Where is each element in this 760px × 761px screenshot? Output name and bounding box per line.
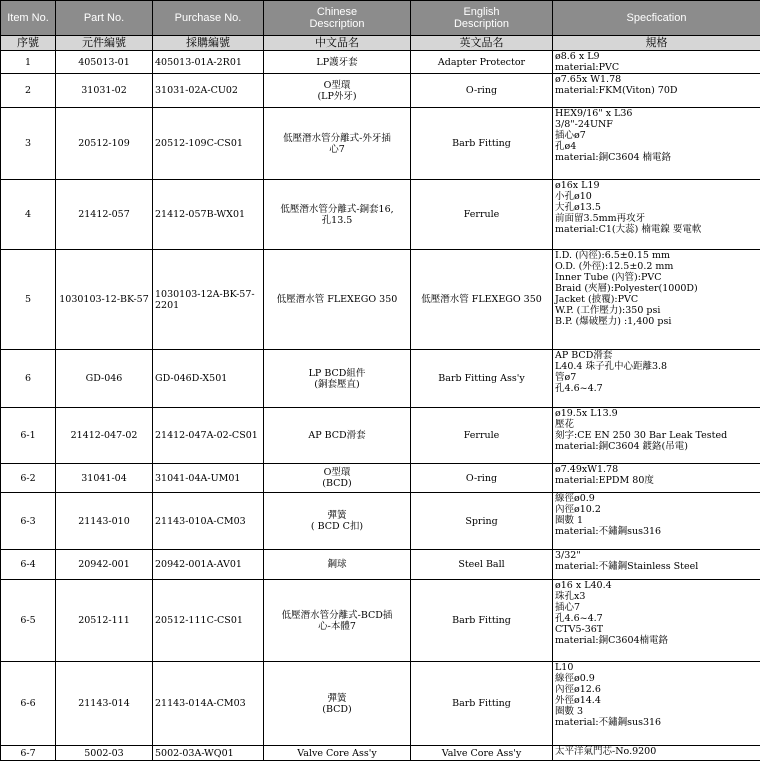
spec-line: ø19.5x L13.9	[555, 408, 618, 419]
cell-english-description: Steel Ball	[411, 550, 553, 580]
cell-part-no: 21412-057	[56, 180, 153, 250]
spec-line: 珠孔x3	[555, 591, 586, 602]
cell-item-no: 6-4	[1, 550, 56, 580]
cell-item-no: 2	[1, 74, 56, 108]
spec-line: material:EPDM 80度	[555, 475, 654, 486]
cell-specification	[553, 662, 760, 746]
cell-purchase-no	[153, 550, 264, 580]
cell-item-no: 1	[1, 51, 56, 74]
spec-line: ø16 x L40.4	[555, 580, 612, 591]
header-zh-chinese-description: 中文品名	[264, 36, 411, 51]
cell-item-no: 6-5	[1, 580, 56, 662]
header-purchase-no	[153, 1, 264, 36]
cell-part-no: 5002-03	[56, 746, 153, 761]
spec-line: 3/32"	[555, 550, 581, 561]
spec-line: ø7.49xW1.78	[555, 464, 619, 475]
cell-specification	[553, 580, 760, 662]
cell-part-no: 20512-111	[56, 580, 153, 662]
table-row	[1, 350, 760, 408]
table-row	[1, 250, 760, 350]
cell-part-no: GD-046	[56, 350, 153, 408]
spec-line: material:銅C3604楠電鉻	[555, 635, 669, 646]
cell-chinese-description-line: 彈簧	[327, 692, 347, 704]
cell-chinese-description	[264, 464, 411, 493]
header-text-line: Chinese	[316, 6, 358, 18]
spec-line: AP BCD滑套	[555, 350, 613, 361]
table-row	[1, 746, 760, 761]
cell-chinese-description-line: 低壓潛水管 FLEXEGO 350	[276, 294, 398, 305]
cell-chinese-description-line: Valve Core Ass'y	[297, 747, 377, 759]
spec-line: 太平洋氣門芯-No.9200	[555, 746, 657, 757]
header-text-line: Description	[453, 18, 510, 30]
cell-english-description: Adapter Protector	[411, 51, 553, 74]
cell-specification	[553, 180, 760, 250]
spec-line: material:銅C3604 鍍鉻(吊電)	[555, 441, 688, 452]
cell-chinese-description-line: LP BCD組件	[308, 367, 366, 379]
cell-item-no: 6-7	[1, 746, 56, 761]
cell-chinese-description-line: (銅套壓直)	[314, 378, 360, 390]
spec-line: 外徑ø14.4	[555, 695, 601, 706]
spec-line: 線徑ø0.9	[555, 673, 595, 684]
cell-purchase-no	[153, 464, 264, 493]
spec-line: material:銅C3604 楠電鉻	[555, 152, 672, 163]
cell-specification	[553, 250, 760, 350]
spec-line: 小孔ø10	[555, 191, 592, 202]
cell-chinese-description-line: O型環	[323, 467, 351, 478]
cell-chinese-description	[264, 180, 411, 250]
spec-line: 插心ø7	[555, 130, 586, 141]
spec-line: 孔4.6~4.7	[555, 383, 603, 394]
cell-specification	[553, 350, 760, 408]
table-row	[1, 493, 760, 550]
cell-item-no: 6-3	[1, 493, 56, 550]
cell-purchase-no-line: 20942-001A-AV01	[155, 559, 242, 570]
cell-chinese-description-line: ( BCD C扣)	[310, 521, 364, 532]
table-row	[1, 580, 760, 662]
cell-chinese-description	[264, 580, 411, 662]
cell-chinese-description-line: AP BCD滑套	[308, 430, 366, 441]
cell-purchase-no	[153, 350, 264, 408]
cell-purchase-no-line: 1030103-12A-BK-57-	[155, 288, 255, 300]
cell-purchase-no-line: 21143-014A-CM03	[155, 698, 246, 709]
header-zh-purchase-no: 採購編號	[153, 36, 264, 51]
cell-purchase-no	[153, 580, 264, 662]
table-row	[1, 108, 760, 180]
cell-purchase-no-line: 21412-057B-WX01	[155, 209, 246, 220]
cell-purchase-no	[153, 51, 264, 74]
spec-line: L40.4 珠子孔中心距離3.8	[555, 361, 668, 372]
cell-purchase-no	[153, 493, 264, 550]
cell-chinese-description	[264, 662, 411, 746]
cell-purchase-no-line: 5002-03A-WQ01	[155, 747, 234, 759]
cell-english-description: O-ring	[411, 464, 553, 493]
spec-line: material:不鏽鋼sus316	[555, 526, 662, 537]
cell-chinese-description-line: 孔13.5	[321, 214, 353, 226]
cell-purchase-no-line: 20512-111C-CS01	[155, 615, 243, 626]
cell-item-no: 5	[1, 250, 56, 350]
spec-line: 內徑ø12.6	[555, 684, 601, 695]
header-chinese-description	[264, 1, 411, 36]
cell-part-no: 21143-014	[56, 662, 153, 746]
header-text-line: Specfication	[626, 12, 687, 24]
cell-english-description: Spring	[411, 493, 553, 550]
cell-chinese-description-line: 彈簧	[327, 510, 347, 521]
cell-chinese-description	[264, 74, 411, 108]
cell-chinese-description-line: O型環	[323, 79, 351, 91]
cell-chinese-description	[264, 108, 411, 180]
header-item-no	[1, 1, 56, 36]
spec-line: B.P. (爆破壓力) :1,400 psi	[555, 316, 672, 327]
cell-specification	[553, 550, 760, 580]
cell-item-no: 6	[1, 350, 56, 408]
header-zh-item-no: 序號	[1, 36, 56, 51]
cell-chinese-description-line: 心-本體7	[318, 620, 356, 632]
header-row-chinese	[1, 36, 760, 51]
cell-part-no: 1030103-12-BK-57	[56, 250, 153, 350]
cell-purchase-no	[153, 108, 264, 180]
spec-line: W.P. (工作壓力):350 psi	[555, 305, 661, 316]
cell-specification	[553, 746, 760, 761]
cell-chinese-description	[264, 493, 411, 550]
cell-chinese-description-line: 鋼球	[327, 559, 347, 570]
cell-specification	[553, 464, 760, 493]
cell-purchase-no-line: 31041-04A-UM01	[155, 472, 241, 484]
spec-line: ø8.6 x L9	[555, 51, 600, 62]
cell-specification	[553, 51, 760, 74]
header-text-line: Item No.	[7, 12, 49, 24]
cell-purchase-no-line: 20512-109C-CS01	[155, 138, 243, 149]
spec-line: material:C1(大蕊) 楠電鎳 要電軟	[555, 224, 702, 235]
cell-english-description: O-ring	[411, 74, 553, 108]
cell-chinese-description-line: 低壓潛水管分離式-BCD插	[281, 609, 393, 621]
cell-item-no: 6-6	[1, 662, 56, 746]
header-part-no	[56, 1, 153, 36]
spec-line: Inner Tube (內管):PVC	[555, 272, 662, 283]
cell-english-description: Barb Fitting Ass'y	[411, 350, 553, 408]
header-zh-specification: 規格	[553, 36, 760, 51]
spec-line: HEX9/16" x L36	[555, 108, 633, 119]
cell-chinese-description-line: (BCD)	[322, 478, 352, 489]
cell-chinese-description-line: (BCD)	[322, 703, 352, 715]
cell-part-no: 405013-01	[56, 51, 153, 74]
spec-line: 線徑ø0.9	[555, 493, 595, 504]
cell-chinese-description-line: 低壓潛水管分離式-外牙插	[283, 132, 391, 144]
header-zh-english-description: 英文品名	[411, 36, 553, 51]
spec-line: 管ø7	[555, 372, 577, 383]
spec-line: I.D. (內徑):6.5±0.15 mm	[555, 250, 670, 261]
header-zh-part-no: 元件編號	[56, 36, 153, 51]
table-row	[1, 550, 760, 580]
spec-line: material:PVC	[555, 62, 620, 73]
spec-line: 圈數 1	[555, 515, 584, 526]
cell-purchase-no	[153, 662, 264, 746]
header-text-line: Description	[309, 18, 365, 30]
cell-english-description: Barb Fitting	[411, 108, 553, 180]
cell-item-no: 3	[1, 108, 56, 180]
spec-line: material:不鏽鋼sus316	[555, 717, 662, 728]
cell-chinese-description	[264, 250, 411, 350]
spec-line: CTV5-36T	[555, 624, 604, 635]
spec-line: ø16x L19	[555, 180, 600, 191]
cell-specification	[553, 408, 760, 464]
header-specification	[553, 1, 760, 36]
cell-chinese-description	[264, 51, 411, 74]
cell-chinese-description-line: 低壓潛水管分離式-銅套16,	[280, 203, 394, 215]
spec-line: 前面留3.5mm再攻牙	[555, 213, 646, 224]
cell-part-no: 20512-109	[56, 108, 153, 180]
cell-chinese-description	[264, 746, 411, 761]
cell-purchase-no	[153, 74, 264, 108]
cell-part-no: 31031-02	[56, 74, 153, 108]
cell-item-no: 6-2	[1, 464, 56, 493]
header-text-line: Purchase No.	[174, 12, 242, 24]
cell-specification	[553, 493, 760, 550]
spec-line: 圈數 3	[555, 706, 584, 717]
cell-english-description: 低壓潛水管 FLEXEGO 350	[411, 250, 553, 350]
cell-specification	[553, 74, 760, 108]
spec-line: 孔4.6~4.7	[555, 613, 603, 624]
spec-line: material:不鏽鋼Stainless Steel	[555, 561, 699, 572]
table-row	[1, 51, 760, 74]
spec-line: ø7.65x W1.78	[555, 74, 622, 85]
spec-line: 孔ø4	[555, 141, 577, 152]
cell-chinese-description-line: LP護牙套	[316, 56, 358, 68]
header-row-english	[1, 1, 760, 36]
cell-purchase-no-line: 21143-010A-CM03	[155, 515, 246, 527]
cell-purchase-no	[153, 250, 264, 350]
cell-purchase-no	[153, 746, 264, 761]
spec-line: 插心7	[555, 602, 581, 613]
cell-purchase-no-line: GD-046D-X501	[155, 373, 228, 384]
cell-chinese-description-line: 心7	[329, 143, 345, 155]
spec-line: L10	[555, 662, 574, 673]
spec-line: 內徑ø10.2	[555, 504, 601, 515]
cell-purchase-no-line: 2201	[155, 299, 180, 311]
table-row	[1, 662, 760, 746]
cell-chinese-description	[264, 550, 411, 580]
spec-line: Braid (夾層):Polyester(1000D)	[555, 283, 698, 294]
cell-purchase-no	[153, 408, 264, 464]
table-row	[1, 74, 760, 108]
spec-line: 刻字:CE EN 250 30 Bar Leak Tested	[555, 430, 728, 441]
cell-chinese-description-line: (LP外牙)	[317, 90, 357, 102]
table-body	[1, 51, 760, 761]
cell-chinese-description	[264, 408, 411, 464]
cell-part-no: 31041-04	[56, 464, 153, 493]
table-row	[1, 408, 760, 464]
spec-line: 大孔ø13.5	[555, 202, 601, 213]
cell-specification	[553, 108, 760, 180]
header-text-line: English	[463, 6, 500, 18]
cell-part-no: 21412-047-02	[56, 408, 153, 464]
cell-purchase-no-line: 405013-01A-2R01	[155, 56, 242, 68]
cell-item-no: 6-1	[1, 408, 56, 464]
spec-line: 3/8"-24UNF	[555, 119, 613, 130]
spec-line: O.D. (外徑):12.5±0.2 mm	[555, 261, 674, 272]
cell-part-no: 21143-010	[56, 493, 153, 550]
spec-line: material:FKM(Viton) 70D	[555, 85, 678, 96]
table-row	[1, 464, 760, 493]
header-text-line: Part No.	[83, 12, 125, 24]
cell-purchase-no-line: 31031-02A-CU02	[155, 85, 238, 96]
header-english-description	[411, 1, 553, 36]
cell-purchase-no	[153, 180, 264, 250]
cell-purchase-no-line: 21412-047A-02-CS01	[155, 430, 258, 441]
cell-english-description: Barb Fitting	[411, 662, 553, 746]
cell-english-description: Barb Fitting	[411, 580, 553, 662]
spec-line: 壓花	[555, 419, 575, 430]
cell-english-description: Ferrule	[411, 180, 553, 250]
cell-item-no: 4	[1, 180, 56, 250]
cell-chinese-description	[264, 350, 411, 408]
cell-part-no: 20942-001	[56, 550, 153, 580]
cell-english-description: Ferrule	[411, 408, 553, 464]
spec-line: Jacket (披覆):PVC	[555, 294, 639, 305]
cell-english-description: Valve Core Ass'y	[411, 746, 553, 761]
table-row	[1, 180, 760, 250]
